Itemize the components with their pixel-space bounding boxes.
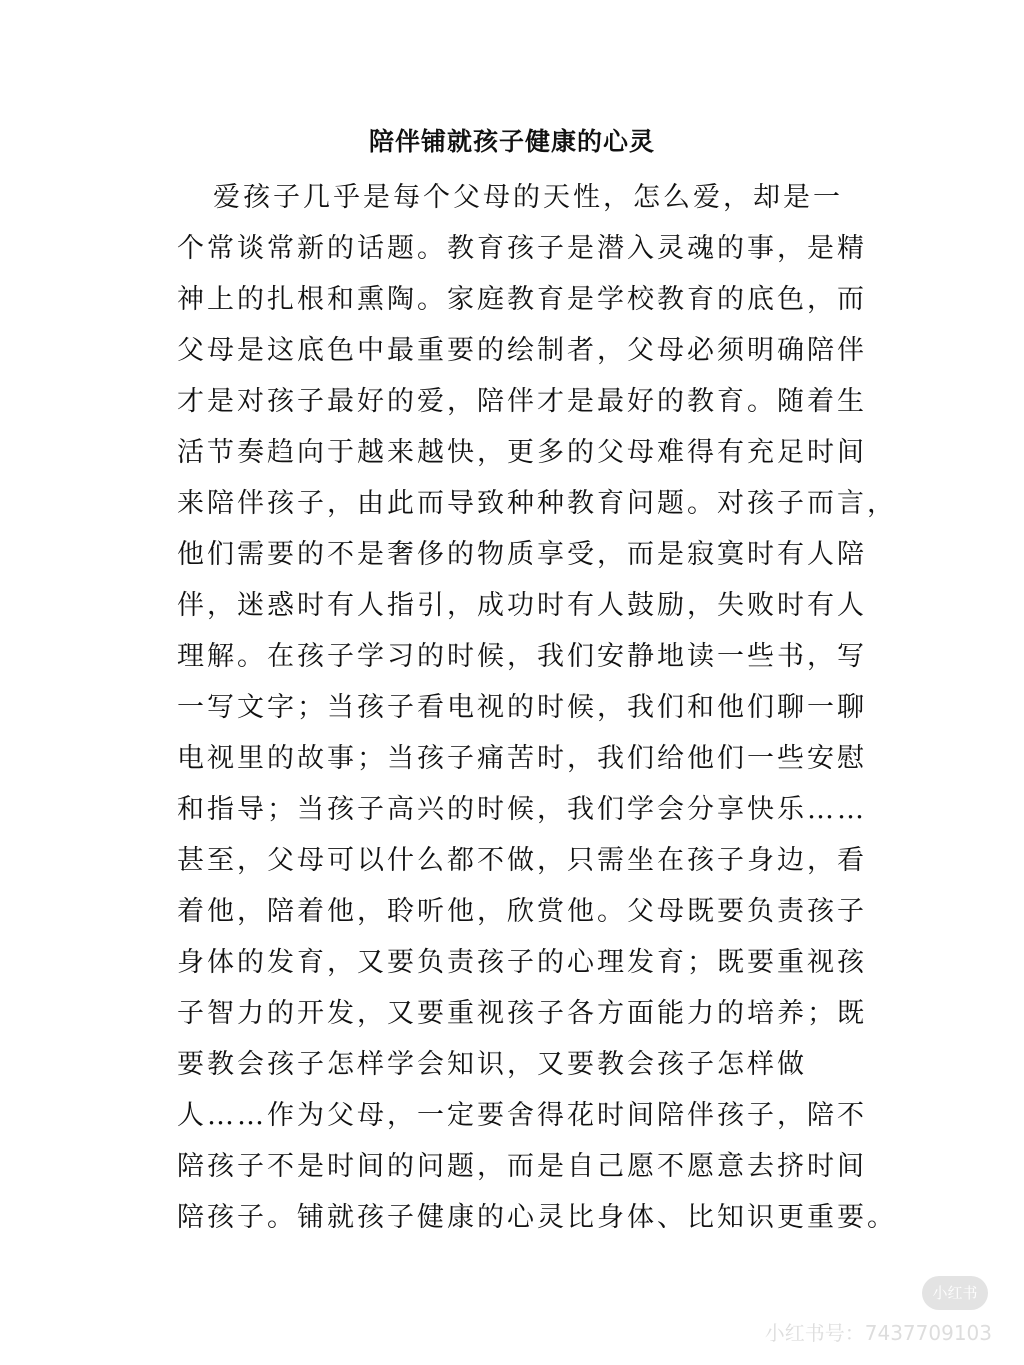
body-line: 身体的发育，又要负责孩子的心理发育；既要重视孩 <box>177 947 867 978</box>
document-title: 陪伴铺就孩子健康的心灵 <box>368 127 655 156</box>
body-line: 父母是这底色中最重要的绘制者，父母必须明确陪伴 <box>177 335 867 366</box>
body-line: 着他，陪着他，聆听他，欣赏他。父母既要负责孩子 <box>177 896 867 927</box>
body-line: 一写文字；当孩子看电视的时候，我们和他们聊一聊 <box>177 692 867 723</box>
watermark-id-text: 小红书号：7437709103 <box>764 1321 992 1345</box>
body-line: 电视里的故事；当孩子痛苦时，我们给他们一些安慰 <box>177 743 867 774</box>
body-line: 活节奏趋向于越来越快，更多的父母难得有充足时间 <box>177 437 867 468</box>
body-line: 陪孩子不是时间的问题，而是自己愿不愿意去挤时间 <box>177 1151 867 1182</box>
document-body <box>177 172 897 1243</box>
body-line: 才是对孩子最好的爱，陪伴才是最好的教育。随着生 <box>177 386 867 417</box>
body-line: 子智力的开发，又要重视孩子各方面能力的培养；既 <box>177 998 867 1029</box>
body-line: 伴，迷惑时有人指引，成功时有人鼓励，失败时有人 <box>177 590 867 621</box>
body-line: 陪孩子。铺就孩子健康的心灵比身体、比知识更重要。 <box>177 1202 897 1233</box>
body-line: 要教会孩子怎样学会知识，又要教会孩子怎样做 <box>177 1049 807 1080</box>
body-line: 神上的扎根和熏陶。家庭教育是学校教育的底色，而 <box>177 284 867 315</box>
body-line: 他们需要的不是奢侈的物质享受，而是寂寞时有人陪 <box>177 539 867 570</box>
body-line: 爱孩子几乎是每个父母的天性，怎么爱，却是一 <box>213 182 843 213</box>
body-line: 理解。在孩子学习的时候，我们安静地读一些书，写 <box>177 641 867 672</box>
body-line: 来陪伴孩子，由此而导致种种教育问题。对孩子而言， <box>177 488 897 519</box>
body-line: 和指导；当孩子高兴的时候，我们学会分享快乐…… <box>177 794 867 825</box>
watermark-logo: 小红书 <box>922 1276 988 1310</box>
body-line: 个常谈常新的话题。教育孩子是潜入灵魂的事，是精 <box>177 233 867 264</box>
body-line: 人……作为父母，一定要舍得花时间陪伴孩子，陪不 <box>177 1100 867 1131</box>
body-line: 甚至，父母可以什么都不做，只需坐在孩子身边，看 <box>177 845 867 876</box>
